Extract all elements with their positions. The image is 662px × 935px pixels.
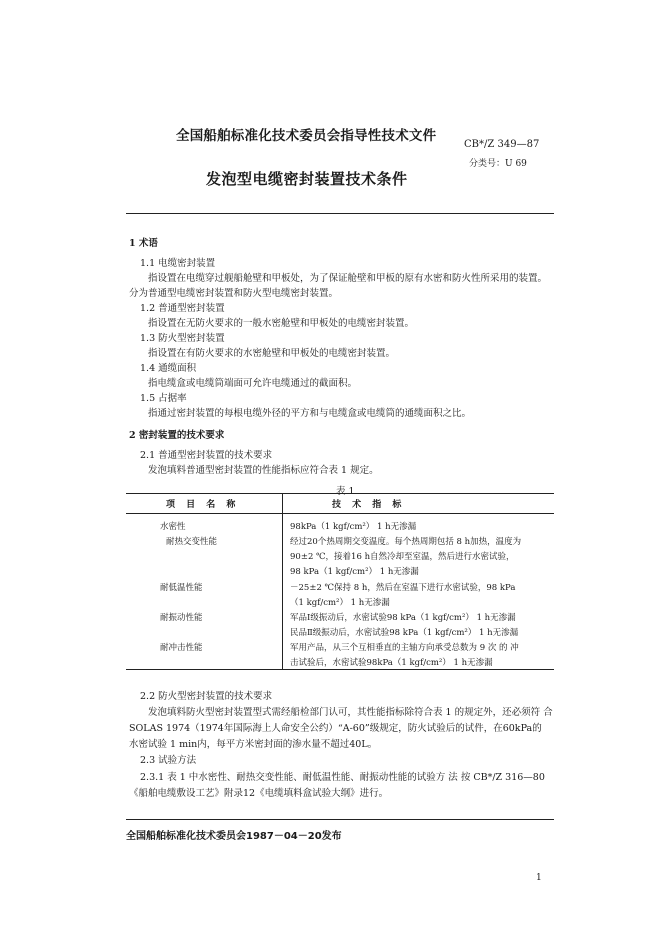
section-1-4-text: 指电缆盒或电缆筒端面可允许电缆通过的截面积。 xyxy=(148,378,358,389)
table-row-5-spec-1: 军用产品，从三个互相垂直的主轴方向承受总数为 9 次 的 冲 xyxy=(290,643,519,653)
table-row-2-spec-3: 98 kPa（1 kgf/cm²） 1 h无渗漏 xyxy=(290,567,419,577)
section-2-3-heading: 2.3 试验方法 xyxy=(140,755,197,766)
table-header-rule xyxy=(126,513,554,514)
section-1-5-text: 指通过密封装置的每根电缆外径的平方和与电缆盒或电缆筒的通缆面积之比。 xyxy=(148,408,472,419)
table-row-5-name: 耐冲击性能 xyxy=(160,643,203,653)
section-1-heading: 1 术语 xyxy=(129,238,158,249)
table-column-divider xyxy=(282,493,283,669)
section-1-3-heading: 1.3 防火型密封装置 xyxy=(140,333,225,344)
section-1-2-heading: 1.2 普通型密封装置 xyxy=(140,303,225,314)
table-row-5-spec-2: 击试验后，水密试验98kPa（1 kgf/cm²） 1 h无渗漏 xyxy=(290,658,493,668)
table-row-1-name: 水密性 xyxy=(160,522,186,532)
table-bottom-rule xyxy=(126,669,554,670)
table-row-2-spec-2: 90±2 ℃，接着16 h自然冷却至室温，然后进行水密试验， xyxy=(290,552,515,562)
classification-code: 分类号：U 69 xyxy=(469,159,527,169)
document-title: 发泡型电缆密封装置技术条件 xyxy=(206,170,408,188)
table-row-2-name: 耐热交变性能 xyxy=(166,537,218,547)
section-1-1-text-1: 指设置在电缆穿过舰船舱壁和甲板处，为了保证舱壁和甲板的原有水密和防火性所采用的装置。 xyxy=(148,273,548,284)
table-row-3-spec-1: －25±2 ℃保持 8 h，然后在室温下进行水密试验，98 kPa xyxy=(290,583,516,593)
section-1-2-text: 指设置在无防火要求的一般水密舱壁和甲板处的电缆密封装置。 xyxy=(148,318,415,329)
section-2-1-text: 发泡填料普通型密封装置的性能指标应符合表 1 规定。 xyxy=(148,465,379,476)
table-caption: 表 1 xyxy=(336,486,355,497)
table-row-4-spec-2: 民品Ⅱ级振动后，水密试验98 kPa（1 kgf/cm²） 1 h无渗漏 xyxy=(290,628,519,638)
page-number: 1 xyxy=(536,873,542,883)
section-2-heading: 2 密封装置的技术要求 xyxy=(129,430,225,441)
section-1-4-heading: 1.4 通缆面积 xyxy=(140,363,197,374)
section-1-3-text: 指设置在有防火要求的水密舱壁和甲板处的电缆密封装置。 xyxy=(148,348,396,359)
section-2-2-text-1: 发泡填料防火型密封装置型式需经船检部门认可，其性能指标除符合表 1 的规定外，还必须符 合 xyxy=(148,707,553,718)
table-row-3-name: 耐低温性能 xyxy=(160,583,203,593)
table-row-1-spec: 98kPa（1 kgf/cm²） 1 h无渗漏 xyxy=(290,522,417,532)
section-1-5-heading: 1.5 占据率 xyxy=(140,393,187,404)
table-row-2-spec-1: 经过20个热周期交变温度。每个热周期包括 8 h加热，温度为 xyxy=(290,537,522,547)
footer-rule xyxy=(126,819,554,820)
section-2-2-text-3: 水密试验 1 min内，每平方米密封面的渗水量不超过40L。 xyxy=(129,739,378,750)
table-row-4-name: 耐振动性能 xyxy=(160,613,203,623)
committee-title: 全国船舶标准化技术委员会指导性技术文件 xyxy=(176,128,437,144)
table-row-3-spec-2: （1 kgf/cm²） 1 h无渗漏 xyxy=(290,598,390,608)
section-2-3-1-text-2: 《船舶电缆敷设工艺》附录12《电缆填料盒试验大纲》进行。 xyxy=(129,788,389,799)
standard-code: CB*/Z 349—87 xyxy=(464,139,540,150)
table-top-rule xyxy=(126,493,554,494)
section-1-1-heading: 1.1 电缆密封装置 xyxy=(140,258,216,269)
section-2-2-text-2: SOLAS 1974（1974年国际海上人命安全公约）“A-60”级规定，防火试验后的试件，在60kPa的 xyxy=(129,723,542,734)
section-2-1-heading: 2.1 普通型密封装置的技术要求 xyxy=(140,450,273,461)
issued-by: 全国船舶标准化技术委员会1987－04－20发布 xyxy=(126,831,342,842)
table-row-4-spec-1: 军品Ⅰ级振动后，水密试验98 kPa（1 kgf/cm²） 1 h无渗漏 xyxy=(290,613,516,623)
section-1-1-text-2: 分为普通型电缆密封装置和防火型电缆密封装置。 xyxy=(129,288,339,299)
section-2-3-1-text-1: 2.3.1 表 1 中水密性、耐热交变性能、耐低温性能、耐振动性能的试验方 法 按 CB*/Z 316—80 xyxy=(140,772,545,783)
header-rule xyxy=(126,213,554,214)
table-header-index: 技 术 指 标 xyxy=(332,500,406,510)
table-header-item: 项 目 名 称 xyxy=(166,500,240,510)
section-2-2-heading: 2.2 防火型密封装置的技术要求 xyxy=(140,691,273,702)
